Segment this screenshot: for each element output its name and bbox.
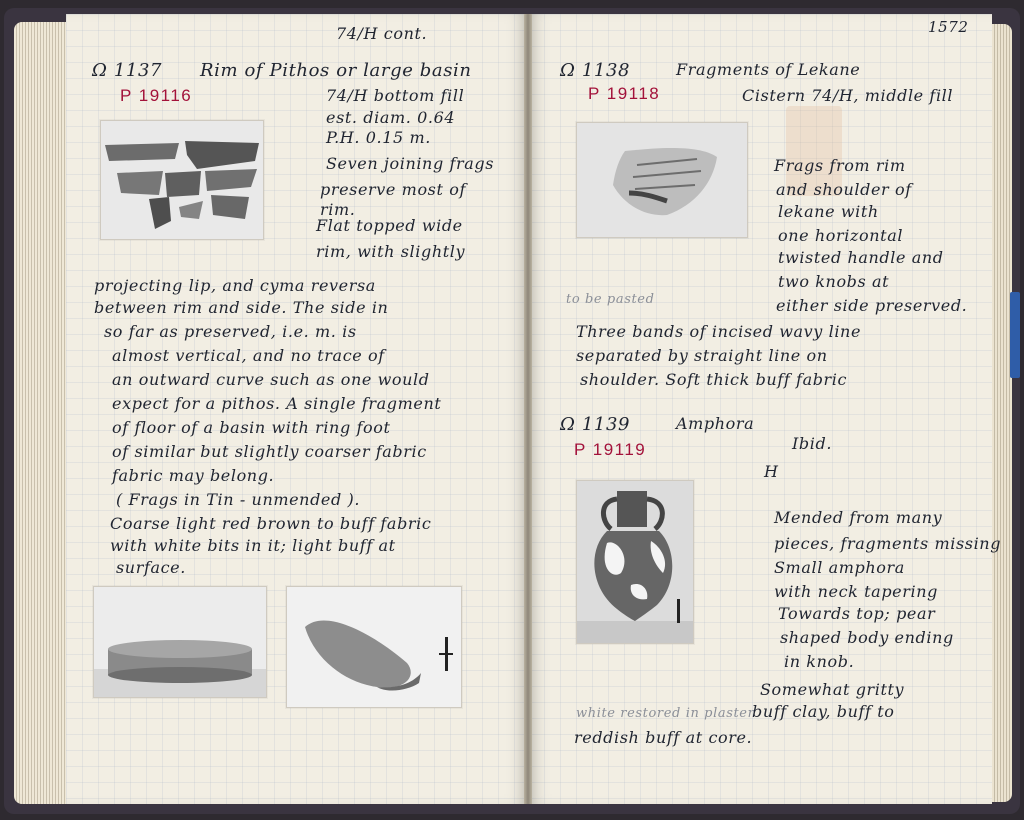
basin-photo — [93, 586, 267, 698]
catalog-number: P 19118 — [588, 84, 661, 103]
text-line: fabric may belong. — [112, 466, 275, 485]
text-line: buff clay, buff to — [752, 702, 895, 721]
side-note: with neck tapering — [774, 582, 938, 601]
text-line: ( Frags in Tin - unmended ). — [116, 490, 361, 509]
text-line: shoulder. Soft thick buff fabric — [580, 370, 848, 389]
side-note: Mended from many — [774, 508, 943, 527]
text-line: so far as preserved, i.e. m. is — [104, 322, 357, 341]
text-line: projecting lip, and cyma reversa — [94, 276, 376, 295]
text-line: expect for a pithos. A single fragment — [112, 394, 442, 413]
lekane-fragment-photo — [576, 122, 748, 238]
side-note: Small amphora — [774, 558, 905, 577]
side-note: 74/H bottom fill — [326, 86, 465, 105]
text-line: almost vertical, and no trace of — [112, 346, 385, 365]
text-line: with white bits in it; light buff at — [110, 536, 396, 555]
side-note: two knobs at — [778, 272, 890, 291]
entry-number: Ω 1137 — [92, 60, 163, 81]
side-note: rim. — [320, 200, 356, 219]
side-note: pieces, fragments missing — [774, 534, 1002, 553]
pencil-note: to be pasted — [566, 292, 655, 307]
side-note: either side preserved. — [776, 296, 968, 315]
entry-title: Fragments of Lekane — [676, 60, 861, 79]
side-note: est. diam. 0.64 — [326, 108, 456, 127]
text-line: surface. — [116, 558, 186, 577]
side-note: rim, with slightly — [316, 242, 466, 261]
text-line: Three bands of incised wavy line — [576, 322, 862, 341]
floor-fragment-photo — [286, 586, 462, 708]
entry-title: Amphora — [676, 414, 755, 433]
left-page-header: 74/H cont. — [336, 24, 428, 43]
side-note: in knob. — [784, 652, 855, 671]
text-line: an outward curve such as one would — [112, 370, 430, 389]
side-note: Flat topped wide — [316, 216, 463, 235]
catalog-number: P 19116 — [120, 86, 193, 105]
side-note: and shoulder of — [776, 180, 912, 199]
page-gutter — [524, 14, 532, 804]
text-line: reddish buff at core. — [574, 728, 753, 747]
text-line: between rim and side. The side in — [94, 298, 389, 317]
text-line: of similar but slightly coarser fabric — [112, 442, 427, 461]
side-note: twisted handle and — [778, 248, 944, 267]
text-line: Coarse light red brown to buff fabric — [110, 514, 432, 533]
entry-number: Ω 1138 — [560, 60, 631, 81]
text-line: of floor of a basin with ring foot — [112, 418, 391, 437]
side-note: Towards top; pear — [778, 604, 936, 623]
annotation-h: H — [764, 462, 779, 481]
text-line: Somewhat gritty — [760, 680, 905, 699]
pencil-note: white restored in plaster — [576, 706, 755, 721]
amphora-photo — [576, 480, 694, 644]
side-note: shaped body ending — [780, 628, 954, 647]
left-page-edges — [14, 22, 72, 804]
bookmark-tab — [1010, 292, 1020, 378]
catalog-number: P 19119 — [574, 440, 647, 459]
page-number: 1572 — [928, 18, 969, 36]
rim-fragments-photo — [100, 120, 264, 240]
side-note: Frags from rim — [774, 156, 906, 175]
side-note: lekane with — [778, 202, 879, 221]
side-note: preserve most of — [320, 180, 466, 199]
entry-number: Ω 1139 — [560, 414, 631, 435]
side-note: one horizontal — [778, 226, 904, 245]
entry-title: Rim of Pithos or large basin — [200, 60, 472, 81]
text-line: separated by straight line on — [576, 346, 828, 365]
annotation-ibid: Ibid. — [792, 434, 833, 453]
entry-context: Cistern 74/H, middle fill — [742, 86, 954, 105]
side-note: P.H. 0.15 m. — [326, 128, 431, 147]
side-note: Seven joining frags — [326, 154, 495, 173]
